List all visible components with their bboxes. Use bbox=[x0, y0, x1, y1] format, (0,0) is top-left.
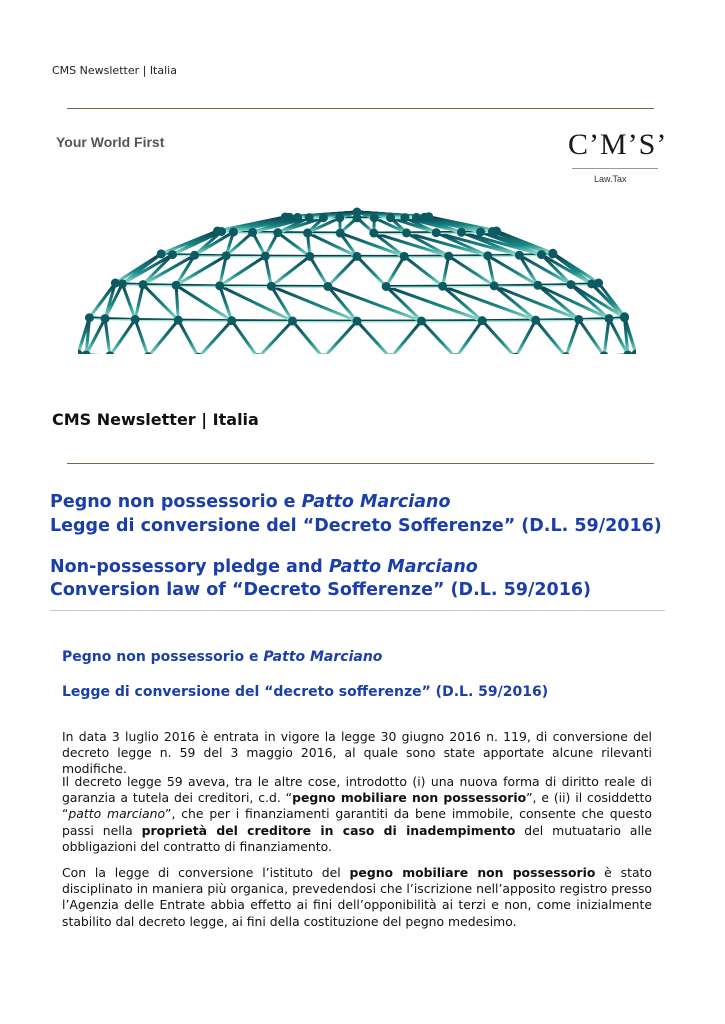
dome-node bbox=[386, 213, 395, 222]
dome-node bbox=[492, 227, 501, 236]
dome-node bbox=[537, 250, 546, 259]
dome-strut bbox=[195, 255, 227, 256]
dome-node bbox=[172, 281, 181, 290]
dome-strut bbox=[148, 320, 178, 354]
dome-node bbox=[273, 228, 282, 237]
dome-node bbox=[222, 251, 231, 260]
dome-node bbox=[78, 350, 83, 355]
dome-strut bbox=[232, 321, 258, 354]
dome-strut bbox=[178, 320, 198, 354]
dome-node bbox=[288, 316, 297, 325]
grey-divider bbox=[50, 610, 665, 611]
dome-strut bbox=[357, 321, 391, 354]
dome-strut bbox=[536, 319, 579, 320]
dome-node bbox=[353, 317, 362, 326]
dome-node bbox=[402, 228, 411, 237]
dome-node bbox=[566, 280, 575, 289]
dome-node bbox=[476, 227, 485, 236]
dome-node bbox=[217, 227, 226, 236]
logo-divider bbox=[572, 168, 658, 169]
dome-strut bbox=[391, 321, 422, 354]
dome-strut bbox=[135, 285, 143, 320]
dome-strut bbox=[176, 285, 220, 286]
dome-node bbox=[490, 281, 499, 290]
dome-strut bbox=[328, 256, 357, 286]
dome-node bbox=[353, 252, 362, 261]
dome-node bbox=[412, 213, 421, 222]
dome-node bbox=[303, 228, 312, 237]
paragraph-2 bbox=[62, 774, 652, 855]
dome-node bbox=[85, 313, 94, 322]
p3-bold-pegno: pegno mobiliare non possessorio bbox=[349, 865, 596, 880]
dome-strut bbox=[443, 286, 536, 320]
dome-node bbox=[336, 229, 345, 238]
dome-node bbox=[305, 213, 314, 222]
dome-strut bbox=[538, 285, 571, 286]
dome-node bbox=[400, 252, 409, 261]
dome-node bbox=[190, 251, 199, 260]
p2-text-c: ”, e (ii) il cosiddetto “ bbox=[62, 790, 652, 822]
paragraph-3 bbox=[62, 865, 652, 930]
dome-node bbox=[319, 213, 328, 222]
dome-node bbox=[370, 213, 379, 222]
dome-strut bbox=[310, 256, 328, 286]
dome-node bbox=[285, 213, 294, 222]
dome-node bbox=[118, 279, 127, 288]
dome-strut bbox=[357, 256, 386, 286]
section-divider bbox=[67, 463, 654, 464]
dome-node bbox=[215, 281, 224, 290]
p3-text-c: è stato disciplinato in maniera più organica, prevedendosi che l’iscrizione nell’apposito registro presso l’Agenzia delle Entrate abbia effetto ai fini dell’opponibilità ai terzi e non, come inizialmente stabilito dal decreto legge, ai fini della costituzione del pegno medesimo. bbox=[62, 865, 652, 929]
dome-node bbox=[594, 279, 603, 288]
paragraph-1: In data 3 luglio 2016 è entrata in vigore la legge 30 giugno 2016 n. 119, di conversione del decreto legge n. 59 del 3 maggio 2016, al quale sono state apportate alcune rilevanti modifiche. bbox=[62, 729, 652, 777]
dome-node bbox=[131, 315, 140, 324]
dome-strut bbox=[604, 319, 609, 354]
dome-node bbox=[229, 227, 238, 236]
dome-strut bbox=[176, 285, 178, 320]
p2-bold-pegno: pegno mobiliare non possessorio bbox=[292, 790, 527, 806]
dome-strut bbox=[105, 319, 110, 354]
dome-strut bbox=[135, 319, 148, 354]
cms-logo bbox=[568, 128, 668, 190]
p2-bold-proprieta: proprietà del creditore in caso di inadempimento bbox=[141, 822, 516, 838]
headline-en-plain: Non-possessory pledge and bbox=[50, 557, 329, 577]
dome-node bbox=[400, 213, 409, 222]
dome-node bbox=[101, 314, 110, 323]
article-subtitle-1-plain: Pegno non possessorio e bbox=[62, 649, 264, 665]
dome-strut bbox=[579, 319, 604, 354]
dome-strut bbox=[143, 285, 176, 286]
dome-strut bbox=[515, 320, 535, 354]
article-subtitle-1 bbox=[62, 649, 382, 665]
dome-strut bbox=[421, 321, 455, 354]
dome-strut bbox=[443, 256, 449, 286]
dome-strut bbox=[143, 285, 178, 321]
dome-strut bbox=[386, 256, 404, 286]
dome-strut bbox=[199, 321, 232, 354]
p3-text-a: Con la legge di conversione l’istituto del bbox=[62, 865, 350, 880]
headline-en-line1 bbox=[50, 557, 478, 577]
dome-strut bbox=[494, 285, 538, 286]
p2-text-e: ”, che per i finanziamenti garantiti da bene immobile, consente che questo passi nella bbox=[62, 806, 652, 838]
dome-strut bbox=[265, 256, 271, 286]
headline-it-line2: Legge di conversione del “Decreto Sofferenze” (D.L. 59/2016) bbox=[50, 516, 662, 536]
dome-strut bbox=[110, 319, 135, 354]
p2-italic-patto: patto marciano bbox=[68, 806, 166, 822]
headline-en-italic: Patto Marciano bbox=[328, 557, 478, 577]
dome-node bbox=[444, 252, 453, 261]
dome-node bbox=[139, 280, 148, 289]
dome-node bbox=[261, 252, 270, 261]
dome-node bbox=[353, 208, 362, 217]
dome-strut bbox=[135, 319, 178, 320]
dome-strut bbox=[494, 286, 535, 320]
dome-strut bbox=[536, 320, 566, 354]
dome-node bbox=[478, 316, 487, 325]
dome-node bbox=[227, 316, 236, 325]
dome-strut bbox=[566, 319, 579, 354]
dome-strut bbox=[176, 285, 232, 320]
dome-node bbox=[382, 282, 391, 291]
dome-strut bbox=[122, 254, 161, 284]
dome-strut bbox=[258, 321, 292, 354]
dome-strut bbox=[456, 321, 482, 354]
dome-strut bbox=[178, 320, 231, 321]
dome-node bbox=[531, 316, 540, 325]
dome-strut bbox=[105, 319, 135, 320]
top-divider bbox=[67, 108, 654, 109]
headline-en-line2: Conversion law of “Decreto Sofferenze” (D.L. 59/2016) bbox=[50, 580, 592, 600]
dome-node bbox=[548, 249, 557, 258]
p2-text-a: Il decreto legge 59 aveva, tra le altre cose, introdotto (i) una nuova forma di diritto reale di garanzia a tutela dei creditori, c.d. “ bbox=[62, 774, 652, 806]
dome-strut bbox=[443, 286, 483, 320]
article-subtitle-2: Legge di conversione del “decreto sofferenze” (D.L. 59/2016) bbox=[62, 684, 549, 700]
dome-node bbox=[168, 250, 177, 259]
dome-strut bbox=[271, 256, 309, 286]
dome-node bbox=[157, 249, 166, 258]
dome-strut bbox=[122, 284, 135, 320]
p2-text-g: del mutuatario alle obbligazioni del contratto di finanziamento. bbox=[62, 822, 652, 854]
logo-subtitle: Law.Tax bbox=[594, 174, 627, 184]
dome-node bbox=[620, 312, 629, 321]
headline-it-line1 bbox=[50, 492, 451, 512]
dome-strut bbox=[579, 319, 609, 320]
dome-node bbox=[515, 251, 524, 260]
dome-strut bbox=[404, 256, 442, 286]
dome-node bbox=[432, 228, 441, 237]
dome-strut bbox=[386, 286, 482, 320]
geodesic-dome-image bbox=[78, 206, 636, 354]
dome-strut bbox=[494, 286, 579, 320]
page-header-label: CMS Newsletter | Italia bbox=[52, 64, 177, 77]
dome-node bbox=[483, 251, 492, 260]
dome-node bbox=[267, 282, 276, 291]
dome-node bbox=[174, 316, 183, 325]
dome-node bbox=[424, 212, 433, 221]
dome-node bbox=[305, 252, 314, 261]
headline-it-plain: Pegno non possessorio e bbox=[50, 492, 302, 512]
dome-strut bbox=[293, 321, 324, 354]
article-subtitle-1-italic: Patto Marciano bbox=[263, 649, 383, 665]
dome-node bbox=[457, 228, 466, 237]
headline-it-italic: Patto Marciano bbox=[301, 492, 451, 512]
dome-node bbox=[323, 282, 332, 291]
dome-node bbox=[293, 213, 302, 222]
dome-node bbox=[417, 316, 426, 325]
dome-node bbox=[574, 315, 583, 324]
dome-node bbox=[369, 229, 378, 238]
dome-node bbox=[438, 282, 447, 291]
dome-strut bbox=[482, 321, 515, 354]
dome-strut bbox=[482, 320, 535, 321]
banner-tagline: Your World First bbox=[56, 134, 165, 150]
dome-node bbox=[533, 281, 542, 290]
dome-strut bbox=[323, 321, 357, 354]
newsletter-title: CMS Newsletter | Italia bbox=[52, 410, 259, 429]
dome-node bbox=[604, 314, 613, 323]
dome-node bbox=[248, 228, 257, 237]
logo-wordmark: C’M’S’ bbox=[568, 128, 668, 161]
dome-node bbox=[335, 213, 344, 222]
dome-node bbox=[632, 350, 637, 355]
